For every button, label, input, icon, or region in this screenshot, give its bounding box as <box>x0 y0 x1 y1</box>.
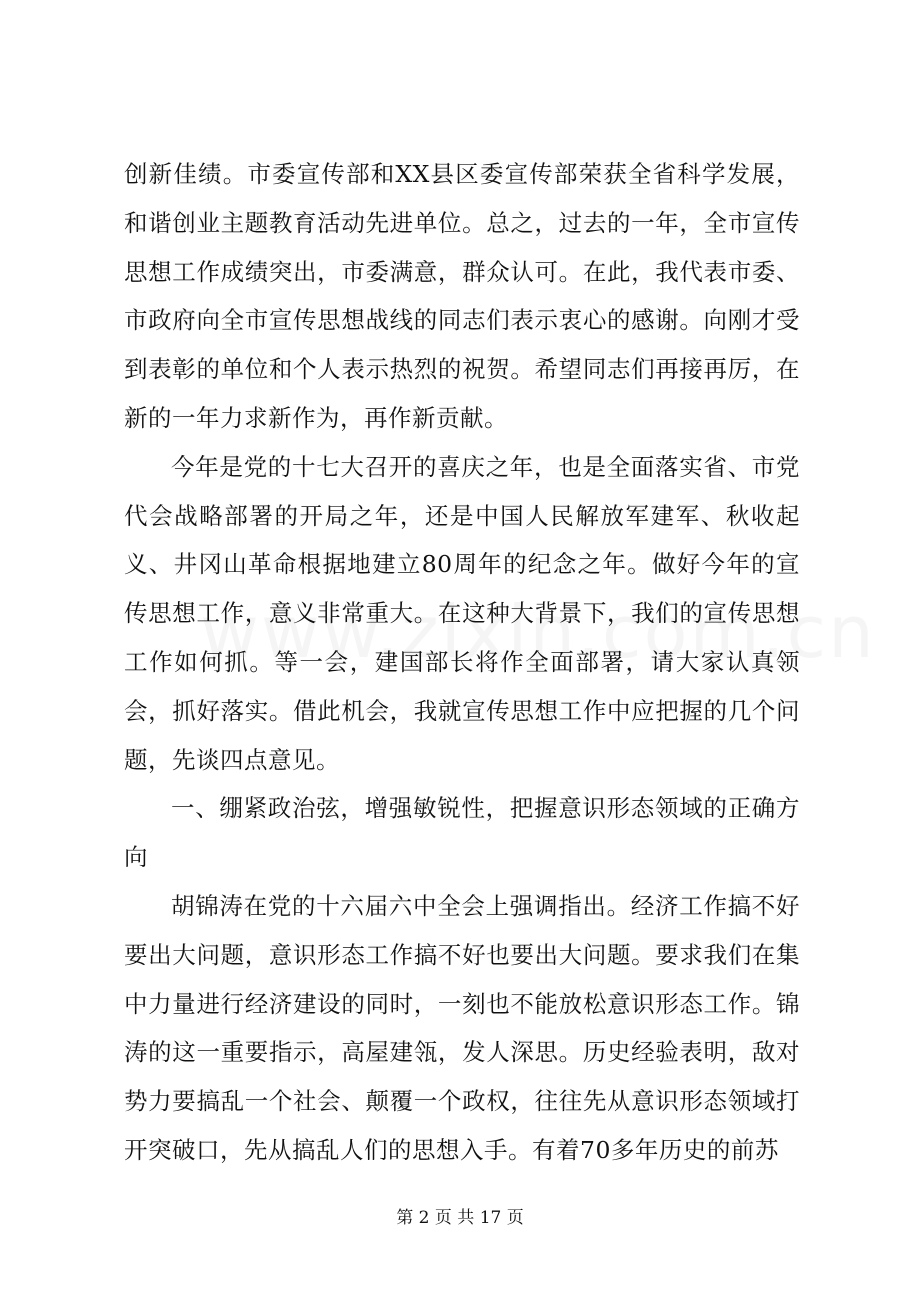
page-footer: 第 2 页 共 17 页 <box>396 1208 524 1228</box>
paragraph-continuation: 创新佳绩。市委宣传部和XX县区委宣传部荣获全省科学发展，和谐创业主题教育活动先进单位。总之，过去的一年，全市宣传思想工作成绩突出，市委满意，群众认可。在此，我代表市委、市政府向全市宣传思想战线的同志们表示衷心的感谢。向刚才受到表彰的单位和个人表示热烈的祝贺。希望同志们再接再厉，在新的一年力求新作为，再作新贡献。 <box>124 160 800 432</box>
paragraph-context: 今年是党的十七大召开的喜庆之年，也是全面落实省、市党代会战略部署的开局之年，还是中国人民解放军建军、秋收起义、井冈山革命根据地建立80周年的纪念之年。做好今年的宣传思想工作，意义非常重大。在这种大背景下，我们的宣传思想工作如何抓。等一会，建国部长将作全面部署，请大家认真领会，抓好落实。借此机会，我就宣传思想工作中应把握的几个问题，先谈四点意见。 <box>124 452 800 774</box>
paragraph-body: 胡锦涛在党的十六届六中全会上强调指出。经济工作搞不好要出大问题，意识形态工作搞不好也要出大问题。要求我们在集中力量进行经济建设的同时，一刻也不能放松意识形态工作。锦涛的这一重要指示，高屋建瓴，发人深思。历史经验表明，敌对势力要搞乱一个社会、颠覆一个政权，往往先从意识形态领域打开突破口，先从搞乱人们的思想入手。有着70多年历史的前苏 <box>124 891 800 1164</box>
section-heading: 一、绷紧政治弦，增强敏锐性，把握意识形态领域的正确方向 <box>124 794 800 872</box>
document-body <box>124 150 800 1175</box>
